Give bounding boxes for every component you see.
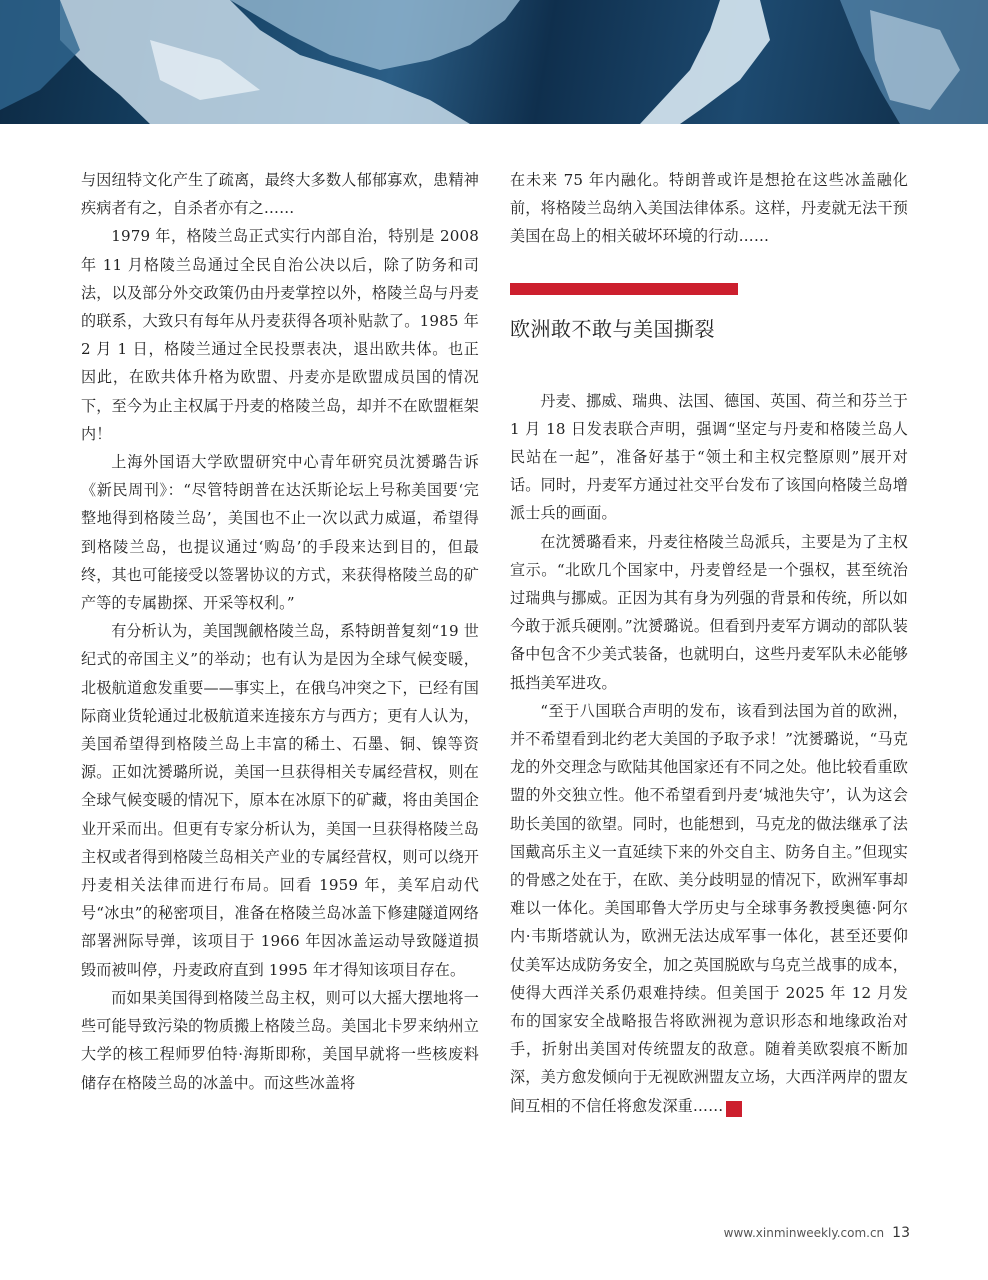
footer-website: www.xinminweekly.com.cn: [723, 1226, 885, 1240]
section-accent-bar: [510, 283, 738, 295]
aerial-ice-sheet-image: [0, 0, 988, 124]
right-text-column: [510, 166, 908, 1120]
left-text-column: [81, 166, 479, 1097]
article-paragraph: 与因纽特文化产生了疏离，最终大多数人郁郁寡欢，患精神疾病者有之，自杀者亦有之……: [81, 171, 479, 218]
page-footer: [700, 1225, 910, 1241]
article-paragraph: 丹麦、挪威、瑞典、法国、德国、英国、荷兰和芬兰于 1 月 18 日发表联合声明，强调“坚定与丹麦和格陵兰岛人民站在一起”，准备好基于“领土和主权完整原则”展开对话。同时，丹麦军方通过社交平台发布了该国向格陵兰岛增派士兵的画面。: [510, 391, 908, 523]
article-paragraph: [510, 697, 908, 1120]
section-heading: 欧洲敢不敢与美国撕裂: [510, 316, 715, 341]
page-number: 13: [892, 1225, 910, 1241]
end-mark-icon: 民: [726, 1101, 742, 1117]
article-paragraph: 而如果美国得到格陵兰岛主权，则可以大摇大摆地将一些可能导致污染的物质搬上格陵兰岛。美国北卡罗来纳州立大学的核工程师罗伯特·海斯即称，美国早就将一些核废料储存在格陵兰岛的冰盖中。而这些冰盖将: [81, 988, 479, 1092]
article-paragraph: 上海外国语大学欧盟研究中心青年研究员沈赟璐告诉《新民周刊》：“尽管特朗普在达沃斯论坛上号称美国要‘完整地得到格陵兰岛’，美国也不止一次以武力威逼，希望得到格陵兰岛，也提议通过‘购岛’的手段来达到目的，但最终，其也可能接受以签署协议的方式，来获得格陵兰岛的矿产等的专属勘探、开采等权利。”: [81, 453, 479, 613]
article-paragraph: 在沈赟璐看来，丹麦往格陵兰岛派兵，主要是为了主权宣示。“北欧几个国家中，丹麦曾经是一个强权，甚至统治过瑞典与挪威。正因为其有身为列强的背景和传统，所以如今敢于派兵硬刚。”沈赟璐说。但看到丹麦军方调动的部队装备中包含不少美式装备，也就明白，这些丹麦军队未必能够抵挡美军进攻。: [510, 532, 908, 692]
article-paragraph-text: “至于八国联合声明的发布，该看到法国为首的欧洲，并不希望看到北约老大美国的予取予求！”沈赟璐说，“马克龙的外交理念与欧陆其他国家还有不同之处。他比较看重欧盟的外交独立性。他不希望看到丹麦‘城池失守’，认为这会助长美国的欲望。同时，也能想到，马克龙的做法继承了法国戴高乐主义一直延续下来的外交自主、防务自主。”但现实的骨感之处在于，在欧、美分歧明显的情况下，欧洲军事却难以一体化。美国耶鲁大学历史与全球事务教授奥德·阿尔内·韦斯塔就认为，欧洲无法达成军事一体化，甚至还要仰仗美军达成防务安全，加之英国脱欧与乌克兰战事的成本，使得大西洋关系仍艰难持续。但美国于 2025 年 12 月发布的国家安全战略报告将欧洲视为意识形态和地缘政治对手，折射出美国对传统盟友的敌意。随着美欧裂痕不断加深，美方愈发倾向于无视欧洲盟友立场，大西洋两岸的盟友间互相的不信任将愈发深重……: [510, 701, 908, 1115]
header-photo: [0, 0, 988, 124]
article-paragraph: 有分析认为，美国觊觎格陵兰岛，系特朗普复刻“19 世纪式的帝国主义”的举动；也有认为是因为全球气候变暖，北极航道愈发重要——事实上，在俄乌冲突之下，已经有国际商业货轮通过北极航道来连接东方与西方；更有人认为，美国希望得到格陵兰岛上丰富的稀土、石墨、铜、镍等资源。正如沈赟璐所说，美国一旦获得相关专属经营权，则在全球气候变暖的情况下，原本在冰原下的矿藏，将由美国企业开采而出。但更有专家分析认为，美国一旦获得格陵兰岛主权或者得到格陵兰岛相关产业的专属经营权，则可以绕开丹麦相关法律而进行布局。回看 1959 年，美军启动代号“冰虫”的秘密项目，准备在格陵兰岛冰盖下修建隧道网络部署洲际导弹，该项目于 1966 年因冰盖运动导致隧道损毁而被叫停，丹麦政府直到 1995 年才得知该项目存在。: [81, 622, 479, 979]
article-paragraph: 在未来 75 年内融化。特朗普或许是想抢在这些冰盖融化前，将格陵兰岛纳入美国法律体系。这样，丹麦就无法干预美国在岛上的相关破坏环境的行动……: [510, 171, 908, 246]
article-paragraph: 1979 年，格陵兰岛正式实行内部自治，特别是 2008 年 11 月格陵兰岛通过全民自治公决以后，除了防务和司法，以及部分外交政策仍由丹麦掌控以外，格陵兰岛与丹麦的联系，大致只有每年从丹麦获得各项补贴款了。1985 年 2 月 1 日，格陵兰通过全民投票表决，退出欧共体。也正因此，在欧共体升格为欧盟、丹麦亦是欧盟成员国的情况下，至今为止主权属于丹麦的格陵兰岛，却并不在欧盟框架内！: [81, 227, 479, 443]
